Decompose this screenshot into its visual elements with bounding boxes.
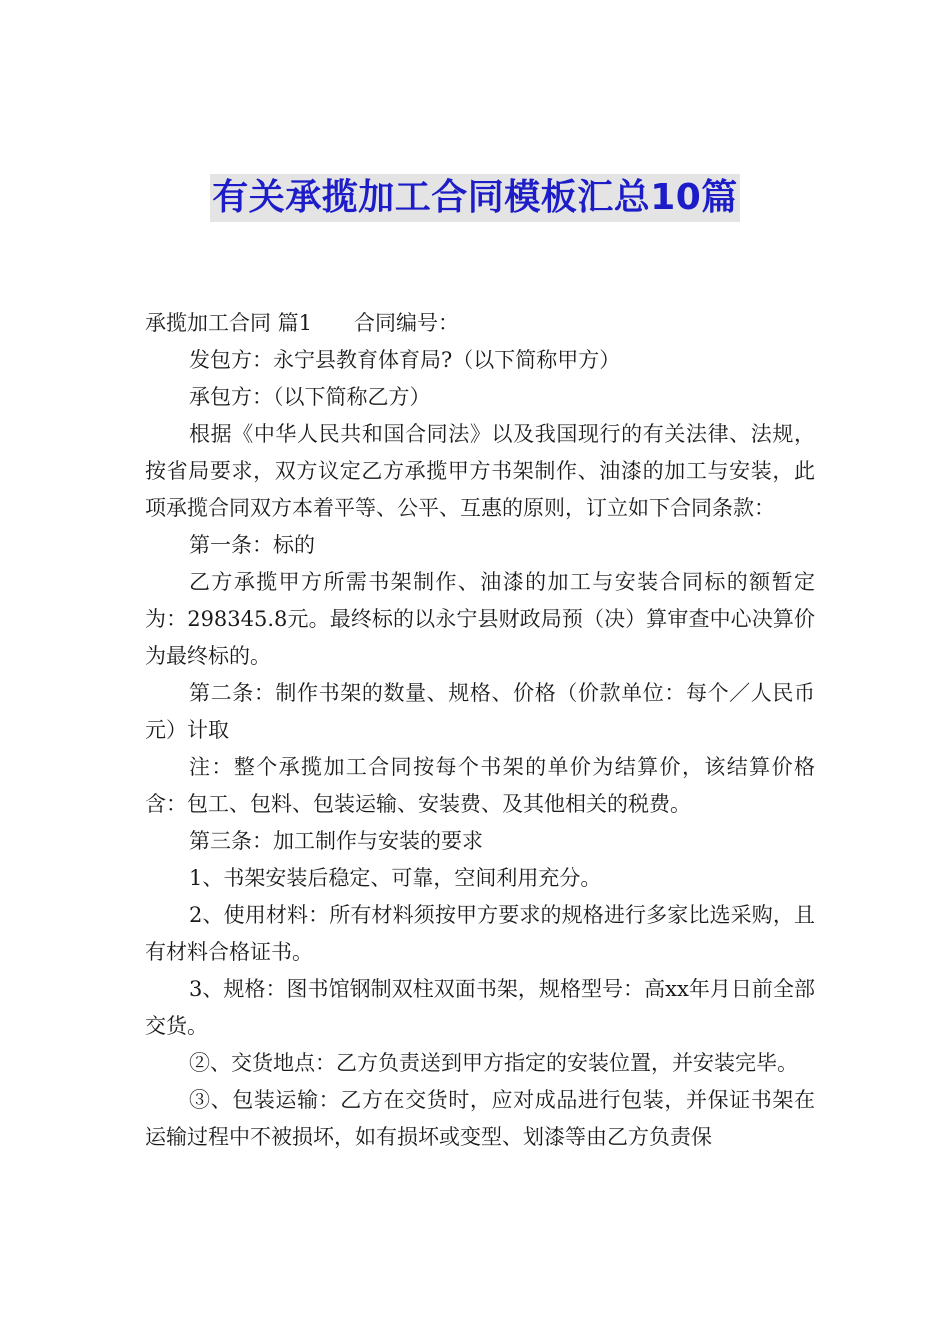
contract-heading [145, 305, 815, 342]
paragraph: ③、包装运输：乙方在交货时，应对成品进行包装，并保证书架在运输过程中不被损坏，如有损坏或变型、划漆等由乙方负责保 [145, 1088, 815, 1149]
paragraph: 3、规格：图书馆钢制双柱双面书架，规格型号：高xx年月日前全部交货。 [145, 977, 815, 1038]
paragraph: 第二条：制作书架的数量、规格、价格（价款单位：每个／人民币元）计取 [145, 681, 815, 742]
paragraph: 第三条：加工制作与安装的要求 [189, 829, 483, 853]
paragraph: 根据《中华人民共和国合同法》以及我国现行的有关法律、法规，按省局要求，双方议定乙方承揽甲方书架制作、油漆的加工与安装，此项承揽合同双方本着平等、公平、互惠的原则，订立如下合同条款： [145, 422, 815, 520]
paragraph: 注：整个承揽加工合同按每个书架的单价为结算价，该结算价格含：包工、包料、包装运输、安装费、及其他相关的税费。 [145, 755, 815, 816]
document-body [145, 305, 815, 1156]
document-title: 有关承揽加工合同模板汇总10篇 [210, 174, 740, 222]
paragraph: ②、交货地点：乙方负责送到甲方指定的安装位置，并安装完毕。 [189, 1051, 798, 1075]
contract-number-label: 合同编号： [354, 311, 460, 335]
title-container [0, 174, 950, 222]
paragraph: 承包方：（以下简称乙方） [189, 385, 431, 409]
paragraph: 2、使用材料：所有材料须按甲方要求的规格进行多家比选采购，且有材料合格证书。 [145, 903, 815, 964]
contract-heading-left: 承揽加工合同 篇1 [145, 311, 313, 335]
paragraph: 乙方承揽甲方所需书架制作、油漆的加工与安装合同标的额暂定为：298345.8元。最终标的以永宁县财政局预（决）算审查中心决算价为最终标的。 [145, 570, 815, 668]
paragraph: 发包方：永宁县教育体育局?（以下简称甲方） [189, 348, 621, 372]
paragraph: 第一条：标的 [189, 533, 315, 557]
paragraph: 1、书架安装后稳定、可靠，空间利用充分。 [189, 866, 602, 890]
